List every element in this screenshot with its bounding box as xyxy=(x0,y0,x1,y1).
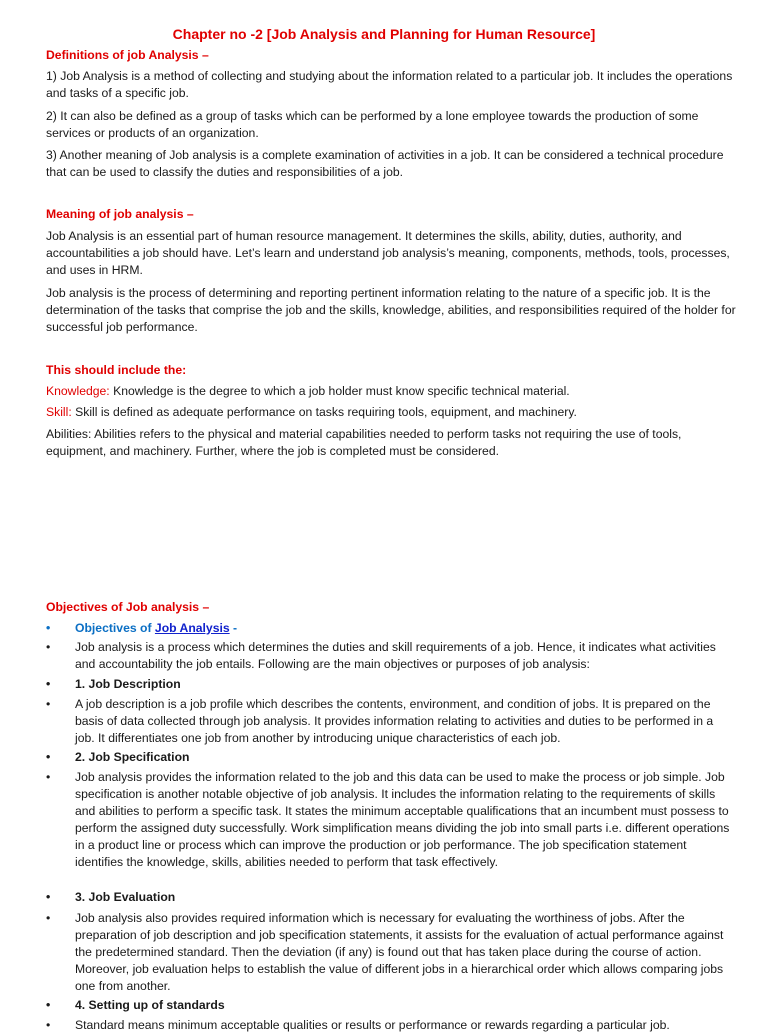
objectives-subheading: Objectives of xyxy=(75,621,155,635)
job-evaluation-heading: 3. Job Evaluation xyxy=(75,890,176,904)
bullet-icon: • xyxy=(46,890,51,904)
include-heading: This should include the: xyxy=(46,363,187,377)
chapter-title: Chapter no -2 [Job Analysis and Planning for Human Resource] xyxy=(172,26,596,42)
standards-heading: 4. Setting up of standards xyxy=(75,998,225,1012)
bullet-icon: • xyxy=(46,750,51,764)
skill-line xyxy=(46,404,736,421)
bullet-icon: • xyxy=(46,998,51,1012)
knowledge-line xyxy=(46,383,736,400)
definition-1: 1) Job Analysis is a method of collecting and studying about the information related to a particular job. It includes the operations and tasks of a specific job. xyxy=(46,69,733,100)
definition-2: 2) It can also be defined as a group of tasks which can be performed by a lone employee towards the production of some services or products of an organization. xyxy=(46,109,699,140)
skill-text: Skill is defined as adequate performance on tasks requiring tools, equipment, and machinery. xyxy=(71,405,577,419)
standards-text: Standard means minimum acceptable qualities or results or performance or rewards regarding a particular job. xyxy=(75,1018,670,1032)
job-evaluation-text: Job analysis also provides required information which is necessary for evaluating the worthiness of jobs. After the preparation of job description and job specification statements, it assists for the evaluation of actual performance against the predetermined standard. Then the deviation (if any) is found out that has taken place during the course of action. Moreover, job evaluation helps to establish the value of different jobs in a hierarchical order which allows comparing jobs one from another. xyxy=(75,911,724,993)
bullet-icon: • xyxy=(46,677,51,691)
objectives-subheading-suffix: - xyxy=(229,621,238,635)
bullet-icon: • xyxy=(46,770,51,784)
objectives-intro: Job analysis is a process which determines the duties and skill requirements of a job. Hence, it indicates what activities and accountability the job entails. Following are the main objectives or purposes of job analysis: xyxy=(75,640,716,671)
objectives-heading: Objectives of Job analysis – xyxy=(46,600,210,614)
knowledge-text: Knowledge is the degree to which a job holder must know specific technical material. xyxy=(109,384,570,398)
skill-label: Skill: xyxy=(46,405,72,419)
bullet-icon: • xyxy=(46,640,51,654)
meaning-paragraph-2: Job analysis is the process of determining and reporting pertinent information relating to the nature of a specific job. It is the determination of the tasks that comprise the job and the skills, knowledge, abilities, and responsibilities required of the holder for successful job performance. xyxy=(46,286,736,334)
job-analysis-link[interactable]: Job Analysis xyxy=(154,621,230,635)
meaning-paragraph-1: Job Analysis is an essential part of human resource management. It determines the skills, ability, duties, authority, and accountabilities a job should have. Let’s learn and understand job analysis’s meaning, components, methods, tools, processes, and uses in HRM. xyxy=(46,229,730,277)
bullet-icon: • xyxy=(46,1018,51,1032)
job-description-heading: 1. Job Description xyxy=(75,677,181,691)
job-specification-heading: 2. Job Specification xyxy=(75,750,190,764)
job-specification-text: Job analysis provides the information related to the job and this data can be used to make the process or job simple. Job specification is another notable objective of job analysis. It includes the information relating to the requirements of skills and abilities to perform a specific task. It states the minimum acceptable qualifications that an incumbent must possess to perform the assigned duty successfully. Work simplification means dividing the job into small parts i.e. different operations in a product line or process which can improve the production or job performance. The job specification statement identifies the knowledge, skills, abilities needed to perform that task effectively. xyxy=(75,770,730,869)
bullet-icon: • xyxy=(46,911,51,925)
knowledge-label: Knowledge: xyxy=(46,384,110,398)
definitions-heading: Definitions of job Analysis – xyxy=(46,48,209,62)
job-description-text: A job description is a job profile which describes the contents, environment, and condition of jobs. It is prepared on the basis of data collected through job analysis. It provides information relating to activities and duties to be performed in a job. It differentiates one job from another by introducing unique characteristics of each job. xyxy=(75,697,714,745)
definition-3: 3) Another meaning of Job analysis is a complete examination of activities in a job. It can be considered a technical procedure that can be used to classify the duties and responsibilities of a job. xyxy=(46,148,724,179)
abilities-paragraph: Abilities: Abilities refers to the physical and material capabilities needed to perform tasks not requiring the use of tools, equipment, and machinery. Further, where the job is completed must be considered. xyxy=(46,427,682,458)
bullet-icon: • xyxy=(46,621,51,635)
meaning-heading: Meaning of job analysis – xyxy=(46,207,194,221)
bullet-icon: • xyxy=(46,697,51,711)
